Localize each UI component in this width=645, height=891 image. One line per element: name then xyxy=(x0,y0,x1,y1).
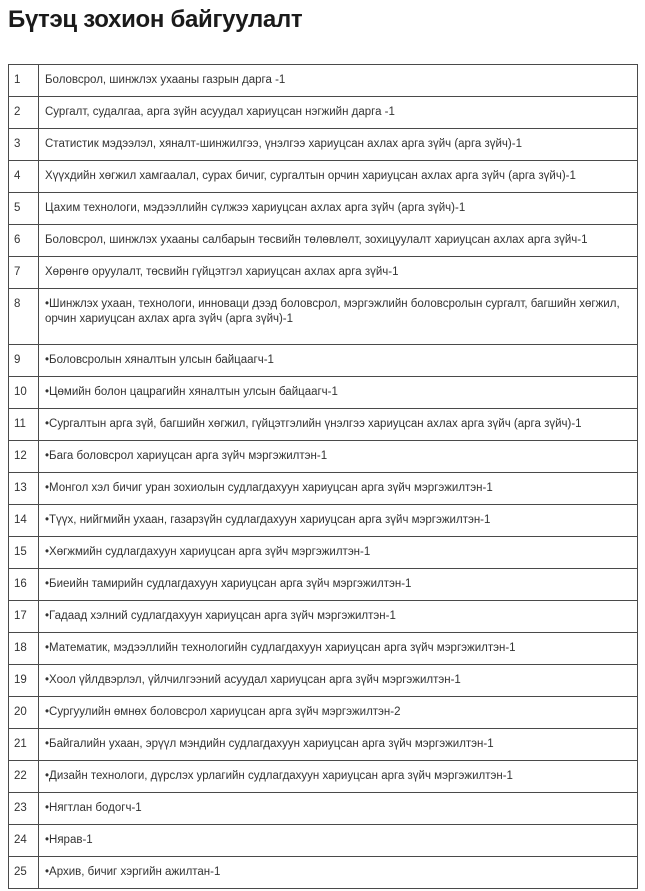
table-row xyxy=(9,129,638,161)
structure-table xyxy=(8,64,638,889)
table-row xyxy=(9,289,638,345)
row-number: 4 xyxy=(9,161,39,193)
table-row xyxy=(9,505,638,537)
row-text: •Хөгжмийн судлагдахуун хариуцсан арга зүйч мэргэжилтэн-1 xyxy=(39,537,638,569)
table-row xyxy=(9,569,638,601)
table-row xyxy=(9,601,638,633)
row-number: 21 xyxy=(9,729,39,761)
row-number: 20 xyxy=(9,697,39,729)
row-text: Хүүхдийн хөгжил хамгаалал, сурах бичиг, сургалтын орчин хариуцсан ахлах арга зүйч (арга зүйч)-1 xyxy=(39,161,638,193)
row-text: Цахим технологи, мэдээллийн сүлжээ хариуцсан ахлах арга зүйч (арга зүйч)-1 xyxy=(39,193,638,225)
row-text: Сургалт, судалгаа, арга зүйн асуудал хариуцсан нэгжийн дарга -1 xyxy=(39,97,638,129)
row-text: •Шинжлэх ухаан, технологи, инноваци дээд боловсрол, мэргэжлийн боловсролын сургалт, багшийн хөгжил, орчин хариуцсан ахлах арга зүйч (арга зүйч)-1 xyxy=(39,289,638,345)
row-number: 1 xyxy=(9,65,39,97)
row-number: 17 xyxy=(9,601,39,633)
row-number: 9 xyxy=(9,345,39,377)
row-text: •Түүх, нийгмийн ухаан, газарзүйн судлагдахуун хариуцсан арга зүйч мэргэжилтэн-1 xyxy=(39,505,638,537)
table-row xyxy=(9,225,638,257)
row-text: •Сургалтын арга зүй, багшийн хөгжил, гүйцэтгэлийн үнэлгээ хариуцсан ахлах арга зүйч (арга зүйч)-1 xyxy=(39,409,638,441)
table-row xyxy=(9,793,638,825)
table-row xyxy=(9,473,638,505)
row-number: 8 xyxy=(9,289,39,345)
row-text: •Цөмийн болон цацрагийн хяналтын улсын байцаагч-1 xyxy=(39,377,638,409)
row-text: Хөрөнгө оруулалт, төсвийн гүйцэтгэл хариуцсан ахлах арга зүйч-1 xyxy=(39,257,638,289)
table-row xyxy=(9,729,638,761)
row-text: •Математик, мэдээллийн технологийн судлагдахуун хариуцсан арга зүйч мэргэжилтэн-1 xyxy=(39,633,638,665)
row-text: •Архив, бичиг хэргийн ажилтан-1 xyxy=(39,857,638,889)
row-number: 12 xyxy=(9,441,39,473)
row-text: •Дизайн технологи, дүрслэх урлагийн судлагдахуун хариуцсан арга зүйч мэргэжилтэн-1 xyxy=(39,761,638,793)
row-number: 3 xyxy=(9,129,39,161)
row-number: 19 xyxy=(9,665,39,697)
table-row xyxy=(9,161,638,193)
row-number: 16 xyxy=(9,569,39,601)
table-row xyxy=(9,345,638,377)
row-number: 13 xyxy=(9,473,39,505)
row-number: 14 xyxy=(9,505,39,537)
row-text: •Байгалийн ухаан, эрүүл мэндийн судлагдахуун хариуцсан арга зүйч мэргэжилтэн-1 xyxy=(39,729,638,761)
table-row xyxy=(9,257,638,289)
table-row xyxy=(9,441,638,473)
row-number: 23 xyxy=(9,793,39,825)
table-row xyxy=(9,633,638,665)
table-row xyxy=(9,697,638,729)
row-text: Боловсрол, шинжлэх ухааны салбарын төсвийн төлөвлөлт, зохицуулалт хариуцсан ахлах арга зүйч-1 xyxy=(39,225,638,257)
row-text: •Монгол хэл бичиг уран зохиолын судлагдахуун хариуцсан арга зүйч мэргэжилтэн-1 xyxy=(39,473,638,505)
row-text: •Биеийн тамирийн судлагдахуун хариуцсан арга зүйч мэргэжилтэн-1 xyxy=(39,569,638,601)
table-row xyxy=(9,825,638,857)
table-row xyxy=(9,857,638,889)
row-number: 24 xyxy=(9,825,39,857)
bottom-divider xyxy=(8,888,638,889)
table-row xyxy=(9,761,638,793)
row-text: •Боловсролын хяналтын улсын байцаагч-1 xyxy=(39,345,638,377)
row-text: •Нярав-1 xyxy=(39,825,638,857)
row-number: 15 xyxy=(9,537,39,569)
row-number: 25 xyxy=(9,857,39,889)
row-number: 11 xyxy=(9,409,39,441)
table-row xyxy=(9,409,638,441)
table-row xyxy=(9,65,638,97)
row-number: 6 xyxy=(9,225,39,257)
table-row xyxy=(9,97,638,129)
table-row xyxy=(9,193,638,225)
row-number: 7 xyxy=(9,257,39,289)
row-number: 18 xyxy=(9,633,39,665)
page-title: Бүтэц зохион байгуулалт xyxy=(8,6,303,33)
row-text: Статистик мэдээлэл, хяналт-шинжилгээ, үнэлгээ хариуцсан ахлах арга зүйч (арга зүйч)-1 xyxy=(39,129,638,161)
table-row xyxy=(9,665,638,697)
row-text: •Сургуулийн өмнөх боловсрол хариуцсан арга зүйч мэргэжилтэн-2 xyxy=(39,697,638,729)
row-text: •Нягтлан бодогч-1 xyxy=(39,793,638,825)
row-number: 22 xyxy=(9,761,39,793)
row-text: •Гадаад хэлний судлагдахуун хариуцсан арга зүйч мэргэжилтэн-1 xyxy=(39,601,638,633)
table-row xyxy=(9,537,638,569)
row-text: Боловсрол, шинжлэх ухааны газрын дарга -1 xyxy=(39,65,638,97)
row-text: •Хоол үйлдвэрлэл, үйлчилгээний асуудал хариуцсан арга зүйч мэргэжилтэн-1 xyxy=(39,665,638,697)
row-number: 5 xyxy=(9,193,39,225)
row-number: 10 xyxy=(9,377,39,409)
table-row xyxy=(9,377,638,409)
row-text: •Бага боловсрол хариуцсан арга зүйч мэргэжилтэн-1 xyxy=(39,441,638,473)
row-number: 2 xyxy=(9,97,39,129)
